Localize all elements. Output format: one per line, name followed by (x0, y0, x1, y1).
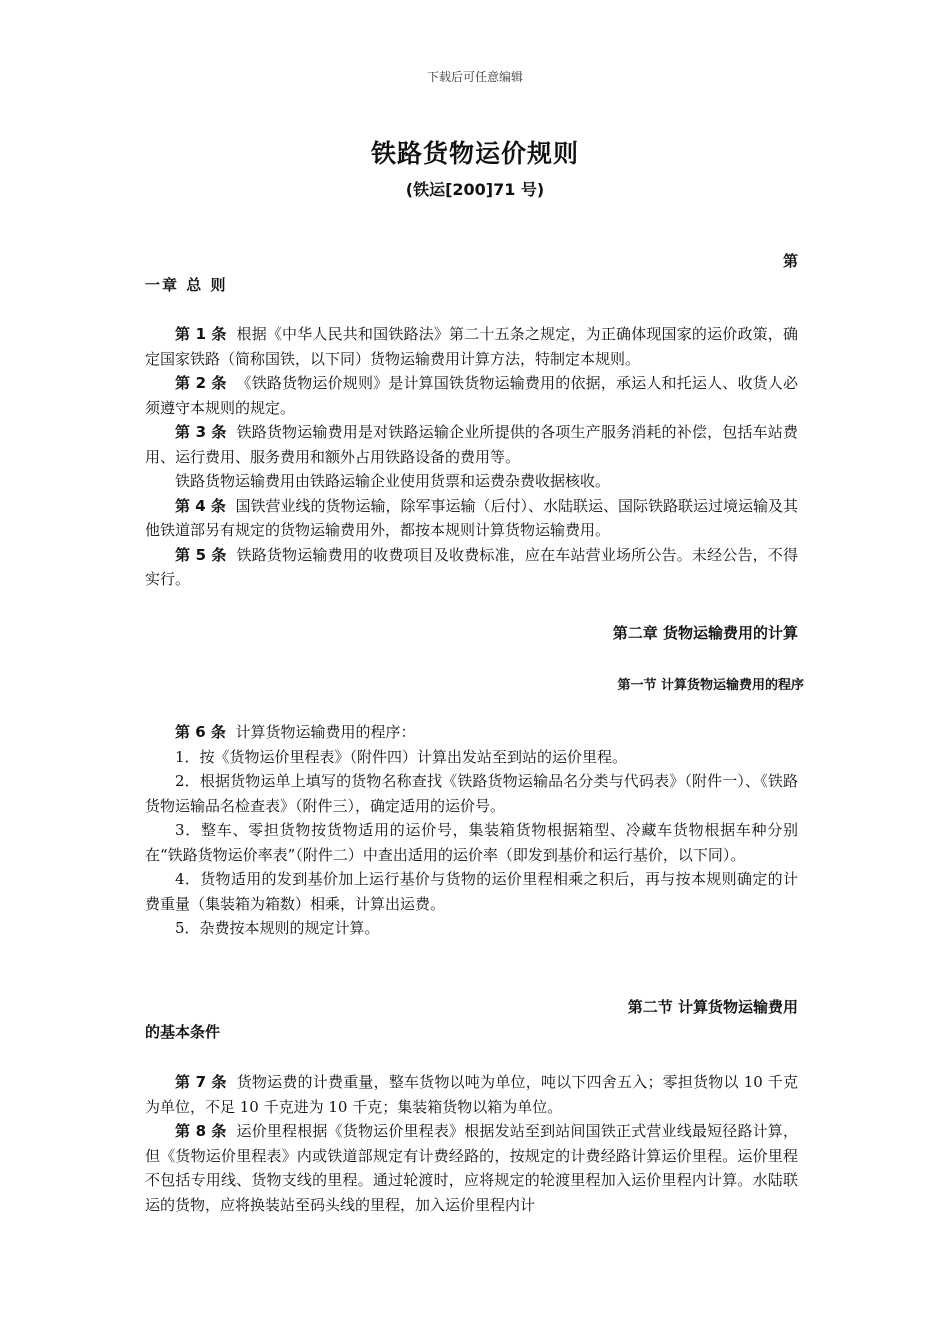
article-label: 第 5 条 (175, 545, 227, 564)
article-label: 第 6 条 (175, 723, 226, 741)
procedure-item-1 (145, 745, 798, 770)
section1-articles (145, 720, 798, 941)
article-text: 铁路货物运输费用的收费项目及收费标准，应在车站营业场所公告。未经公告，不得实行。 (145, 545, 798, 588)
header-note: 下载后可任意编辑 (426, 70, 523, 84)
chapter1-articles (145, 322, 798, 592)
article-3 (145, 420, 798, 469)
article-text: 货物运费的计费重量，整车货物以吨为单位，吨以下四舍五入；零担货物以 10 千克为单位，不足 10 千克进为 10 千克；集装箱货物以箱为单位。 (145, 1073, 798, 1116)
article-5 (145, 543, 798, 592)
article-text: 运价里程根据《货物运价里程表》根据发站至到站间国铁正式营业线最短径路计算，但《货物运价里程表》内或铁道部规定有计费经路的，按规定的计费经路计算运价里程。运价里程不包括专用线、货物支线的里程。通过轮渡时，应将规定的轮渡里程加入运价里程内计算。水陆联运的货物，应将换装站至码头线的里程，加入运价里程内计 (145, 1122, 798, 1214)
article-label: 第 8 条 (175, 1122, 227, 1140)
article-4 (145, 494, 798, 543)
article-text: 1．按《货物运价里程表》（附件四）计算出发站至到站的运价里程。 (175, 747, 628, 766)
document-title: 铁路货物运价规则 (370, 139, 579, 168)
article-text: 铁路货物运输费用是对铁路运输企业所提供的各项生产服务消耗的补偿，包括车站费用、运行费用、服务费用和额外占用铁路设备的费用等。 (145, 423, 798, 466)
article-label: 第 2 条 (175, 374, 227, 392)
procedure-item-5 (145, 916, 798, 941)
section2-heading-part1: 第二节 计算货物运输费用 (627, 998, 798, 1016)
section2-heading-part2: 的基本条件 (145, 1023, 221, 1041)
article-text: 4．货物适用的发到基价加上运行基价与货物的运价里程相乘之积后，再与按本规则确定的计费重量（集装箱为箱数）相乘，计算出运费。 (145, 870, 798, 913)
article-text: 国铁营业线的货物运输，除军事运输（后付）、水陆联运、国际铁路联运过境运输及其他铁道部另有规定的货物运输费用外，都按本规则计算货物运输费用。 (145, 496, 798, 539)
chapter1-heading-part1: 第 (782, 252, 798, 270)
article-1 (145, 322, 798, 371)
chapter1-heading-part2: 一章 总 则 (145, 276, 228, 294)
article-label: 第 7 条 (175, 1073, 227, 1091)
procedure-item-3 (145, 818, 798, 867)
article-3-note (145, 469, 798, 494)
document-subtitle: (铁运[200]71 号) (405, 180, 545, 199)
procedure-item-2 (145, 769, 798, 818)
article-7 (145, 1070, 798, 1119)
procedure-item-4 (145, 867, 798, 916)
article-text: 根据《中华人民共和国铁路法》第二十五条之规定，为正确体现国家的运价政策，确定国家铁路（简称国铁，以下同）货物运输费用计算方法，特制定本规则。 (145, 325, 798, 368)
section2-articles (145, 1070, 798, 1217)
article-2 (145, 371, 798, 420)
chapter2-heading: 第二章 货物运输费用的计算 (612, 624, 798, 642)
article-text: 2．根据货物运单上填写的货物名称查找《铁路货物运输品名分类与代码表》（附件一）、《铁路货物运输品名检查表》（附件三），确定适用的运价号。 (145, 772, 798, 815)
article-text: 3．整车、零担货物按货物适用的运价号，集装箱货物根据箱型、冷藏车货物根据车种分别在“铁路货物运价率表”（附件二）中查出适用的运价率（即发到基价和运行基价，以下同）。 (145, 821, 798, 864)
article-text: 5．杂费按本规则的规定计算。 (175, 919, 380, 937)
article-6 (145, 720, 798, 745)
article-text: 《铁路货物运价规则》是计算国铁货物运输费用的依据，承运人和托运人、收货人必须遵守本规则的规定。 (145, 374, 798, 417)
section1-heading: 第一节 计算货物运输费用的程序 (617, 678, 804, 693)
article-text: 计算货物运输费用的程序： (235, 723, 416, 741)
article-8 (145, 1119, 798, 1217)
article-text: 铁路货物运输费用由铁路运输企业使用货票和运费杂费收据核收。 (175, 472, 611, 490)
article-label: 第 3 条 (175, 423, 227, 441)
article-label: 第 1 条 (175, 325, 227, 343)
article-label: 第 4 条 (175, 496, 226, 515)
